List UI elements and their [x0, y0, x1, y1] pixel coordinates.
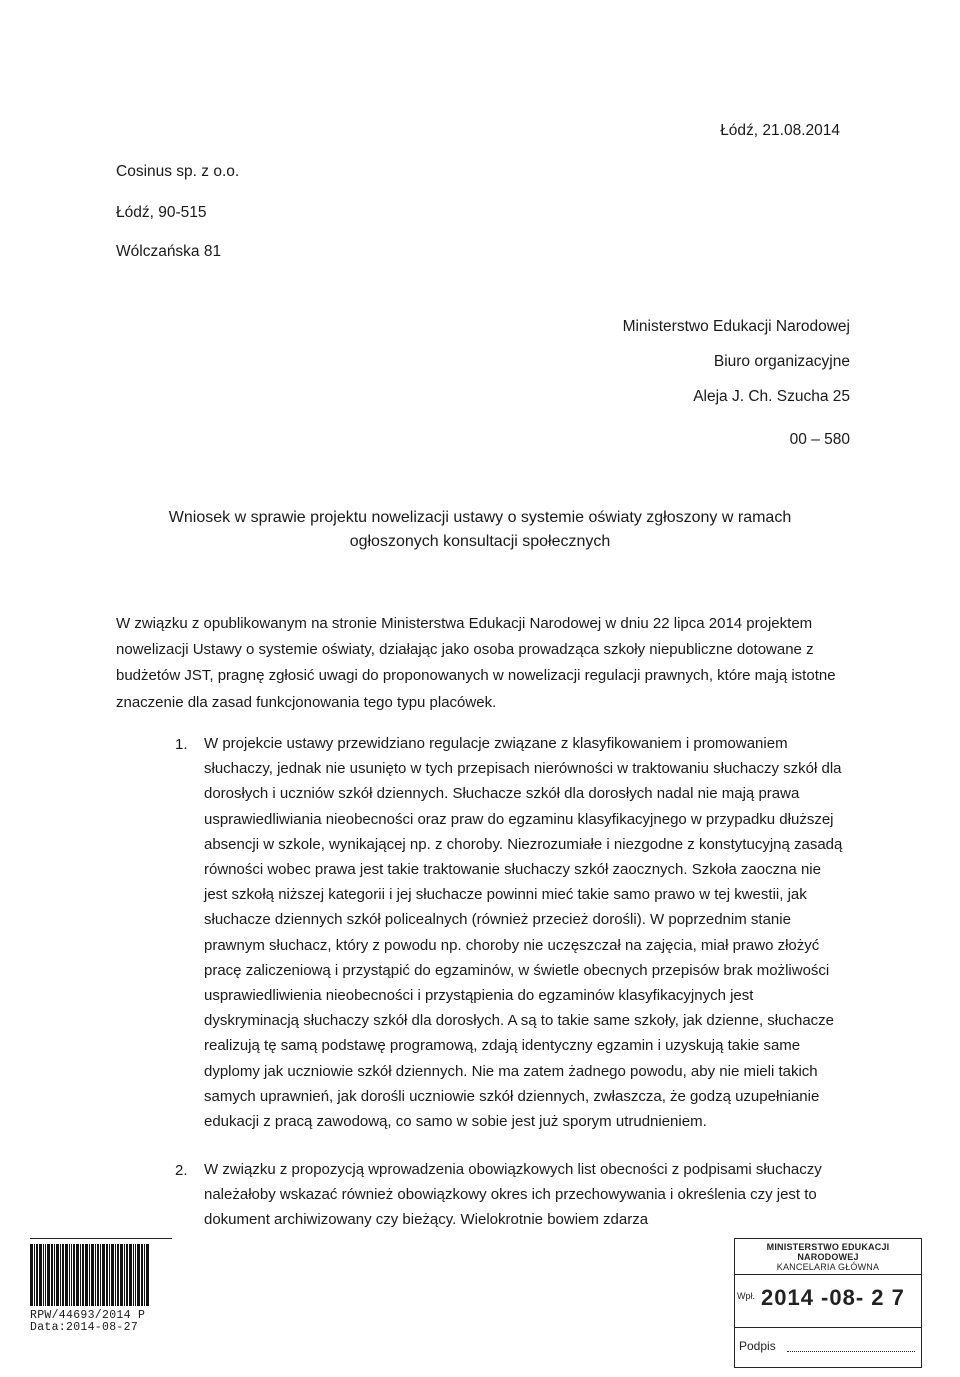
document-title: [0, 506, 960, 554]
title-line-1: Wniosek w sprawie projektu nowelizacji ustawy o systemie oświaty zgłoszony w ramach: [168, 509, 792, 526]
intro-paragraph: W związku z opublikowanym na stronie Ministerstwa Edukacji Narodowej w dniu 22 lipca 2014 projektem nowelizacji Ustawy o systemie oświaty, działając jako osoba prowadząca szkoły niepubliczne dotowane z budżetów JST, pragnę zgłosić uwagi do proponowanych w nowelizacji regulacji prawnych, które mają istotne znaczenie dla zasad funkcjonowania tego typu placówek.: [116, 615, 836, 711]
recipient-postal: 00 – 580: [789, 431, 850, 448]
recipient-office: Biuro organizacyjne: [713, 353, 850, 370]
stamp-header-office: KANCELARIA GŁÓWNA: [735, 1262, 921, 1275]
stamp-wpl-label: Wpł.: [737, 1291, 755, 1301]
registry-stamp: [734, 1238, 922, 1368]
stamp-header-ministry: MINISTERSTWO EDUKACJI NARODOWEJ: [766, 1242, 890, 1262]
stamp-date: 2014 -08- 2 7: [761, 1285, 905, 1310]
sender-city: Łódź, 90-515: [116, 204, 207, 221]
recipient-ministry: Ministerstwo Edukacji Narodowej: [622, 318, 850, 335]
barcode-top-line: [30, 1238, 172, 1239]
barcode-id: RPW/44693/2014 P: [30, 1309, 146, 1322]
letter-date: Łódź, 21.08.2014: [720, 122, 840, 139]
barcode-date: Data:2014-08-27: [30, 1321, 139, 1334]
item-1-number: 1.: [175, 736, 188, 753]
sender-company: Cosinus sp. z o.o.: [116, 163, 240, 180]
stamp-divider: [735, 1327, 921, 1328]
item-1-text: W projekcie ustawy przewidziano regulacje związane z klasyfikowaniem i promowaniem słuchaczy, jednak nie usunięto w tych przepisach nierówności w traktowaniu słuchaczy szkół dla dorosłych i uczniów szkół dziennych. Słuchacze szkół dla dorosłych nadal nie mają prawa usprawiedliwiania nieobecności oraz praw do egzaminu klasyfikacyjnego w przypadku dłuższej absencji w szkole, wynikającej np. z choroby. Niezrozumiałe i niezgodne z konstytucyjną zasadą równości wobec prawa jest takie traktowanie słuchaczy szkół zaocznych. Szkoła zaoczna nie jest szkołą niższej kategorii i jej słuchacze powinni mieć takie samo prawo w tej kwestii, jak słuchacze dziennych szkół policealnych (również przecież dorośli). W poprzednim stanie prawnym słuchacz, który z powodu np. choroby nie uczęszczał na zajęcia, miał prawo złożyć pracę zaliczeniową i przystąpić do egzaminów, w świetle obecnych przepisów brak możliwości usprawiedliwienia nieobecności i przystąpienia do egzaminów klasyfikacyjnych jest dyskryminacją słuchaczy szkół dla dorosłych. A są to takie same szkoły, jak dzienne, słuchacze realizują tę samą podstawę programową, zdają identyczny egzamin i uzyskują takie same dyplomy jak uczniowie szkół dziennych. Nie ma zatem żadnego powodu, aby nie mieli takich samych uprawnień, jak dorośli uczniowie szkół dziennych, zwłaszcza, że godzą uzupełnianie edukacji z pracą zawodową, co samo w sobie jest już sporym utrudnieniem.: [204, 735, 843, 1131]
stamp-signature-label: Podpis: [739, 1339, 776, 1353]
recipient-street: Aleja J. Ch. Szucha 25: [693, 388, 850, 405]
sender-street: Wólczańska 81: [116, 243, 222, 260]
barcode: [30, 1238, 172, 1334]
item-2-text: W związku z propozycją wprowadzenia obowiązkowych list obecności z podpisami słuchaczy należałoby wskazać również obowiązkowy okres ich przechowywania i określenia czy jest to dokument archiwizowany czy bieżący. Wielokrotnie bowiem zdarza: [204, 1161, 822, 1229]
barcode-bars: [30, 1244, 172, 1306]
item-2-number: 2.: [175, 1162, 188, 1179]
title-line-2: ogłoszonych konsultacji społecznych: [349, 533, 611, 550]
stamp-signature-line: [787, 1351, 915, 1352]
